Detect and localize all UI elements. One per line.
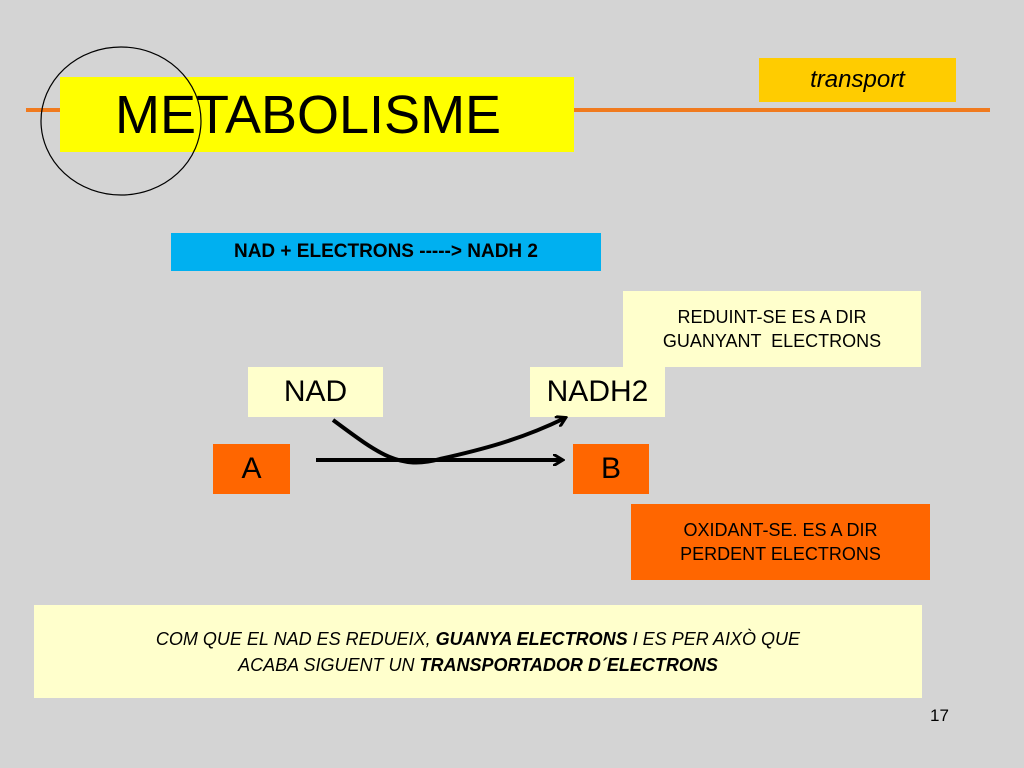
equation-box: NAD + ELECTRONS -----> NADH 2 [171,233,601,271]
reduction-note-line2: GUANYANT ELECTRONS [662,331,882,351]
conclusion-part2: GUANYA ELECTRONS [435,628,628,649]
substrate-a-box: A [213,444,290,494]
oxidation-note-line2: PERDENT ELECTRONS [680,544,881,564]
nad-box: NAD [248,367,383,417]
reduction-note-line1: REDUINT-SE ES A DIR [677,307,867,327]
topic-tag: transport [759,58,956,102]
conclusion-line2 [238,652,718,678]
conclusion-part3: I ES PER AIXÒ QUE [627,628,801,649]
conclusion-part4: ACABA SIGUENT UN [238,654,420,675]
conclusion-box [34,605,922,698]
conclusion-part1: COM QUE EL NAD ES REDUEIX, [155,628,436,649]
oxidation-note-line1: OXIDANT-SE. ES A DIR [683,520,878,540]
conclusion-line1 [156,626,800,652]
slide-title: METABOLISME [60,77,574,152]
nadh2-box: NADH2 [530,367,665,417]
page-number: 17 [930,706,949,725]
reaction-arrow-nad-to-nadh2 [333,418,565,463]
product-b-box: B [573,444,649,494]
conclusion-part5: TRANSPORTADOR D´ELECTRONS [419,654,718,675]
oxidation-note [631,504,930,580]
highlight-circle [41,47,201,195]
